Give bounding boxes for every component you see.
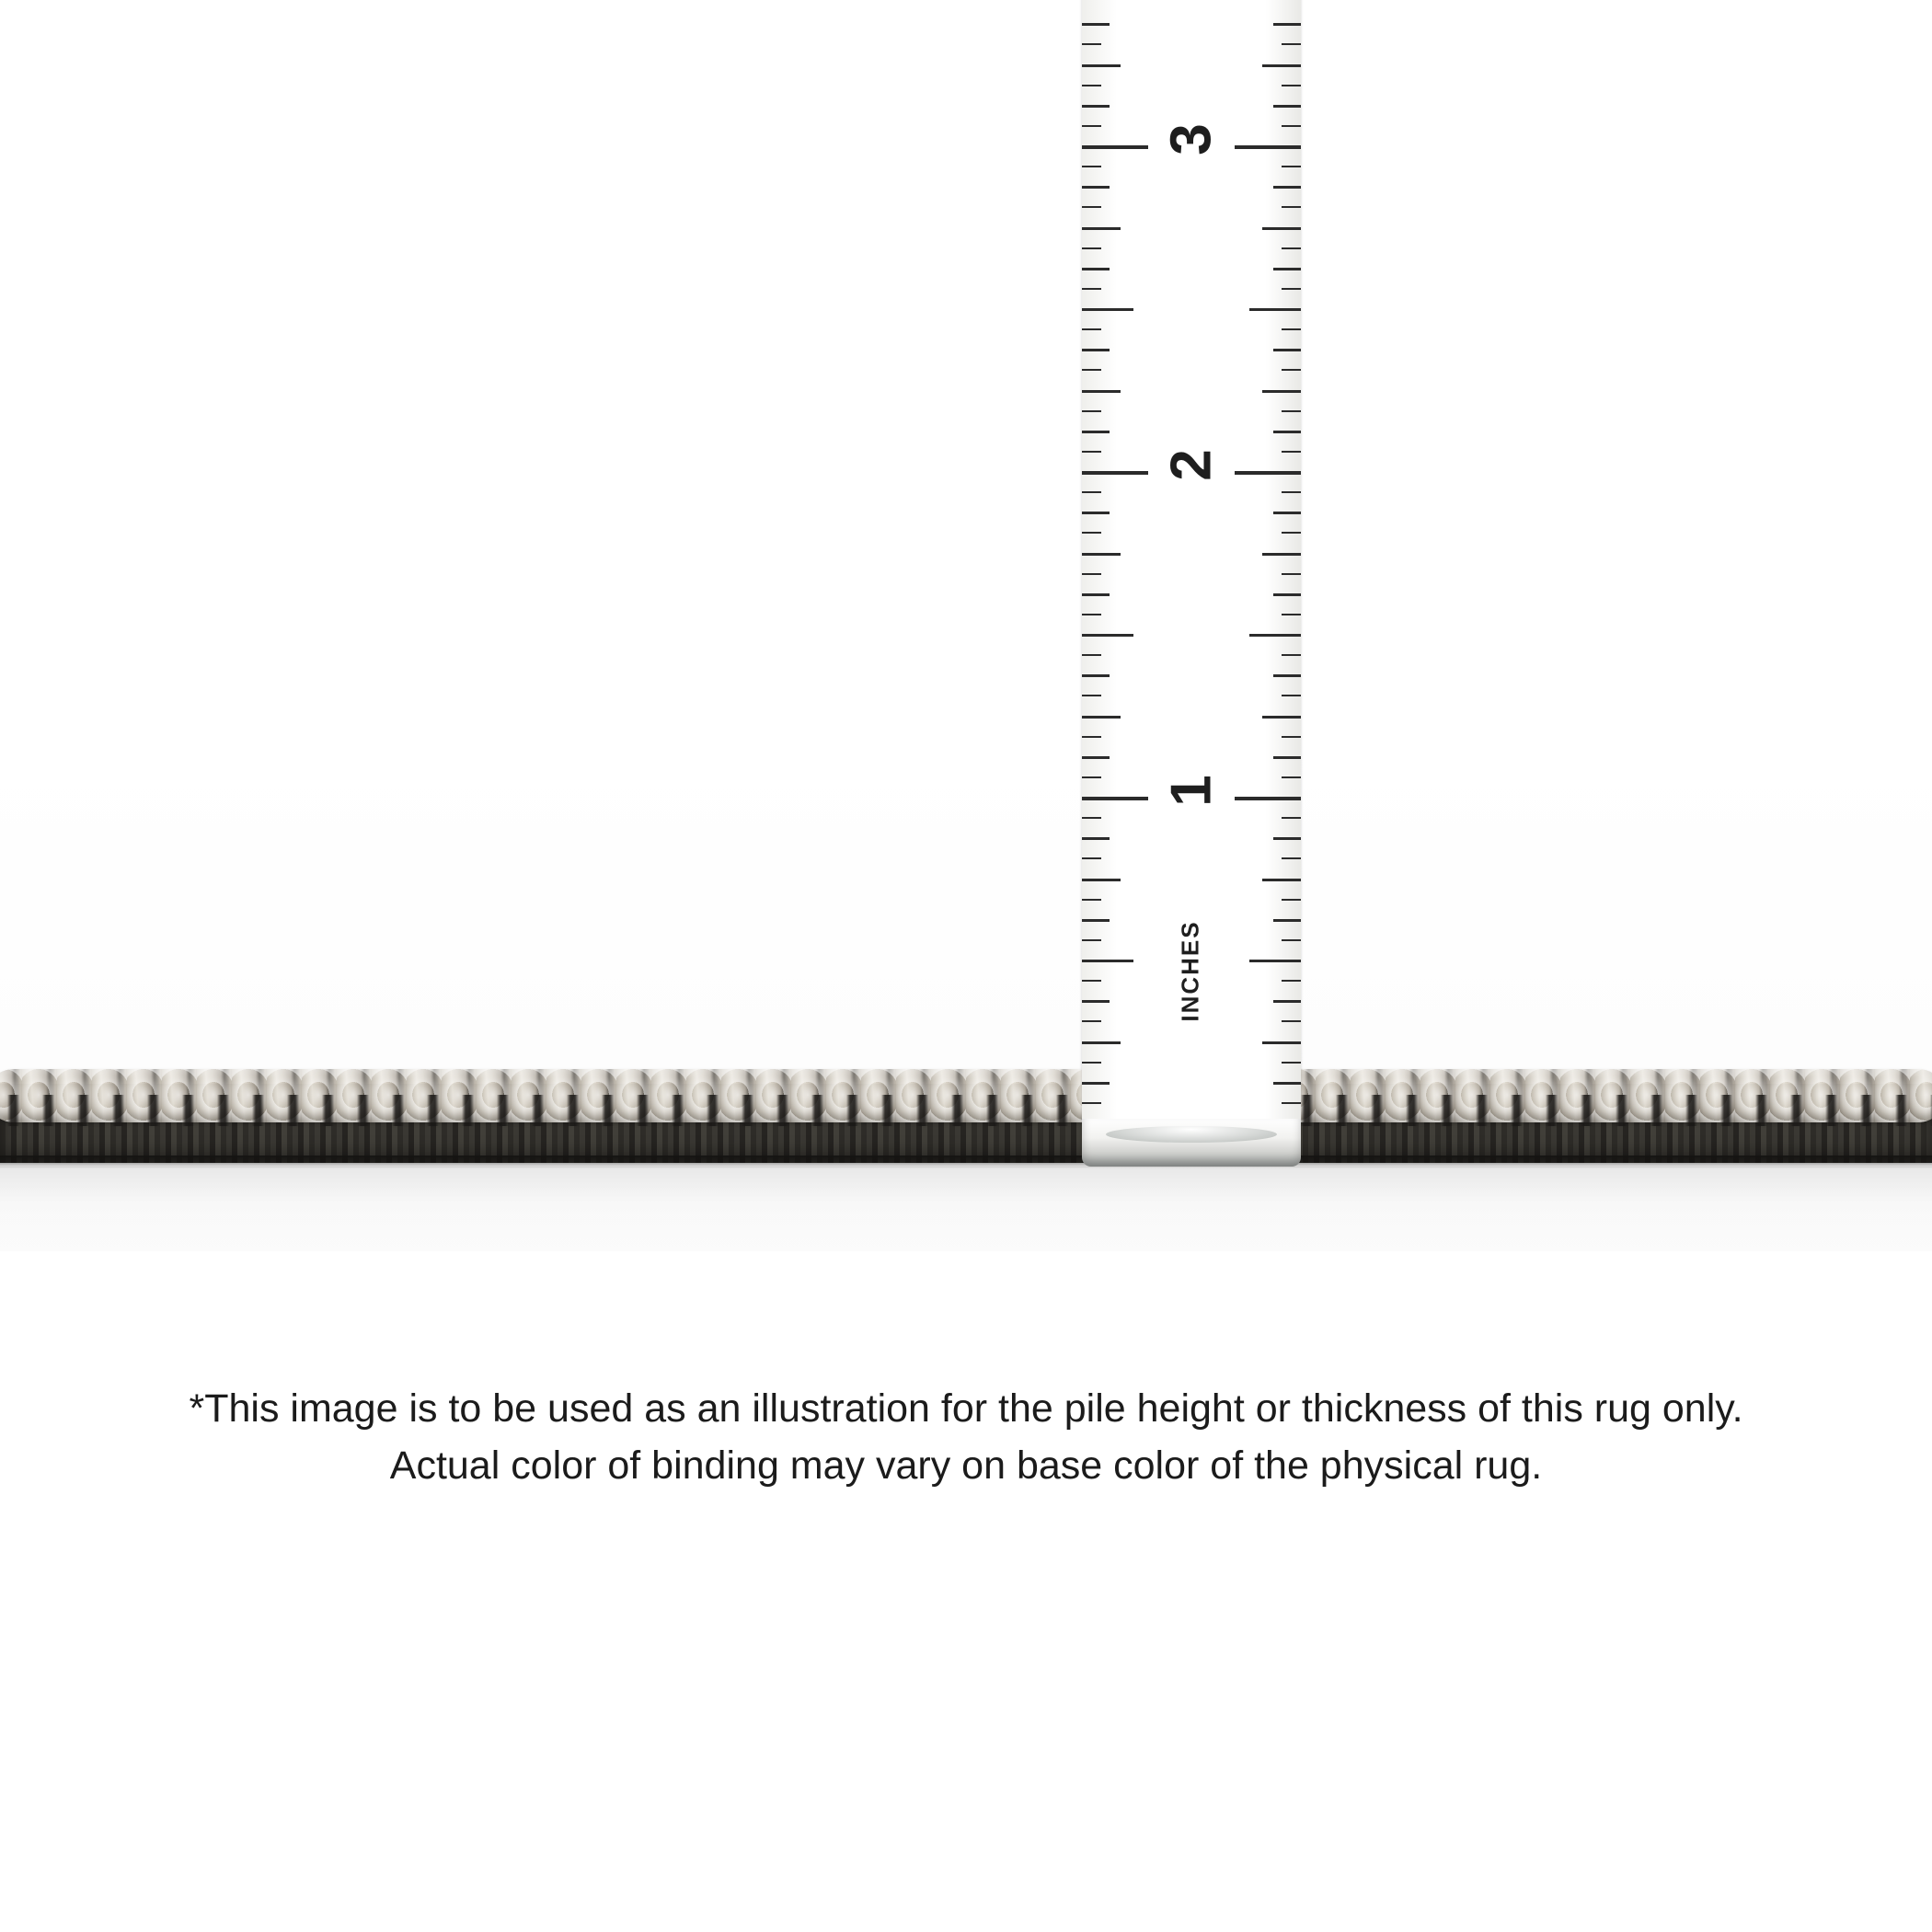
ruler-tick [1273,1000,1301,1003]
ruler-tick [1082,939,1101,941]
ruler-tick [1082,919,1110,922]
ruler-tick [1273,674,1301,677]
ruler-tick [1082,1041,1121,1044]
ruler-tick [1273,593,1301,596]
ruler-tick [1282,206,1301,208]
ruler-tick [1273,186,1301,189]
ruler-tick [1282,939,1301,941]
ruler-tick [1082,532,1101,534]
ruler-tick [1082,227,1121,230]
ruler-tick [1282,166,1301,167]
ruler-tick [1082,899,1101,901]
caption-line-1: *This image is to be used as an illustration for the pile height or thickness of this rug only. [189,1386,1743,1431]
ruler-tick [1249,960,1301,962]
ruler-tick [1282,573,1301,575]
ruler-tick [1082,105,1110,108]
ruler-tick [1082,125,1101,127]
ruler-tick [1082,451,1101,453]
ruler-tick [1082,1000,1110,1003]
ruler-tick [1082,573,1101,575]
ruler-tick [1082,369,1101,371]
ruler-tick [1082,410,1101,412]
ruler-tick [1282,247,1301,249]
tape-measure-tip [1082,1119,1301,1167]
ruler-tick [1235,797,1301,800]
ruler-tick [1273,512,1301,514]
ruler-tick [1082,716,1121,719]
ruler-tick [1082,328,1101,330]
ruler-tick [1282,857,1301,859]
ruler-tick [1082,390,1121,393]
ruler-tick [1249,634,1301,637]
ruler-tick [1082,1102,1101,1104]
ruler-tick [1262,879,1301,881]
ruler-tick [1082,736,1101,738]
ruler-tick [1082,186,1110,189]
rug-edge [0,1058,1932,1176]
ruler-tick [1262,553,1301,556]
tape-measure [1082,0,1301,1157]
ruler-tick [1082,695,1101,696]
ruler-tick [1262,64,1301,67]
ruler-tick [1282,328,1301,330]
ruler-tick [1082,980,1101,982]
ruler-tick [1082,288,1101,290]
ruler-tick [1082,654,1101,656]
ruler-tick [1082,308,1133,311]
ruler-tick [1082,879,1121,881]
ruler-tick [1262,390,1301,393]
ruler-tick [1262,227,1301,230]
ruler-tick [1082,349,1110,351]
ruler-tick [1082,1062,1101,1064]
rug-binding [0,1069,1932,1122]
ruler-tick [1282,451,1301,453]
ruler-tick [1282,980,1301,982]
ruler-unit-label: INCHES [1176,920,1204,1022]
ruler-tick [1082,776,1101,778]
ruler-tick [1082,247,1101,249]
ruler-tick [1282,43,1301,45]
ruler-tick [1235,471,1301,475]
ruler-tick [1082,837,1110,840]
ruler-tick [1082,268,1110,270]
ruler-tick [1082,960,1133,962]
ruler-tick [1282,491,1301,493]
ruler-tick [1082,857,1101,859]
ruler-tick [1082,593,1110,596]
ruler-tick [1282,1020,1301,1022]
ruler-tick [1082,1020,1101,1022]
ruler-tick [1082,43,1101,45]
ruler-tick [1273,431,1301,433]
ruler-tick [1273,919,1301,922]
ruler-tick [1282,1062,1301,1064]
surface-shadow [0,1167,1932,1251]
ruler-tick [1273,268,1301,270]
ruler-tick [1249,308,1301,311]
ruler-tick [1273,105,1301,108]
ruler-tick [1282,736,1301,738]
ruler-tick [1273,837,1301,840]
ruler-tick [1282,817,1301,819]
ruler-tick [1282,288,1301,290]
ruler-tick [1262,1041,1301,1044]
ruler-tick [1082,634,1133,637]
ruler-tick [1082,797,1148,800]
ruler-tick [1282,410,1301,412]
ruler-tick [1082,64,1121,67]
ruler-tick [1082,614,1101,615]
ruler-tick [1282,899,1301,901]
ruler-tick [1082,23,1110,26]
ruler-tick [1282,369,1301,371]
ruler-tick [1282,1102,1301,1104]
ruler-tick [1082,431,1110,433]
ruler-tick [1082,1082,1110,1085]
ruler-tick [1273,756,1301,759]
ruler-tick [1082,491,1101,493]
caption [0,1380,1932,1495]
ruler-tick [1282,532,1301,534]
ruler-tick [1082,206,1101,208]
ruler-tick [1262,716,1301,719]
ruler-tick [1282,125,1301,127]
ruler-tick [1082,512,1110,514]
ruler-tick [1273,1082,1301,1085]
ruler-tick [1282,695,1301,696]
ruler-tick [1082,553,1121,556]
ruler-tick [1082,471,1148,475]
ruler-tick [1082,817,1101,819]
ruler-tick [1082,756,1110,759]
ruler-tick [1282,85,1301,86]
ruler-number-label: 3 [1159,123,1224,155]
ruler-tick [1082,674,1110,677]
ruler-tick [1082,166,1101,167]
ruler-tick [1282,776,1301,778]
ruler-tick [1235,145,1301,149]
ruler-number-label: 2 [1159,449,1224,481]
ruler-tick [1282,614,1301,615]
ruler-tick [1273,23,1301,26]
ruler-tick [1282,654,1301,656]
caption-line-2: Actual color of binding may vary on base color of the physical rug. [389,1443,1543,1489]
ruler-tick [1273,349,1301,351]
ruler-number-label: 1 [1159,775,1224,807]
ruler-tick [1082,145,1148,149]
ruler-tick [1082,85,1101,86]
